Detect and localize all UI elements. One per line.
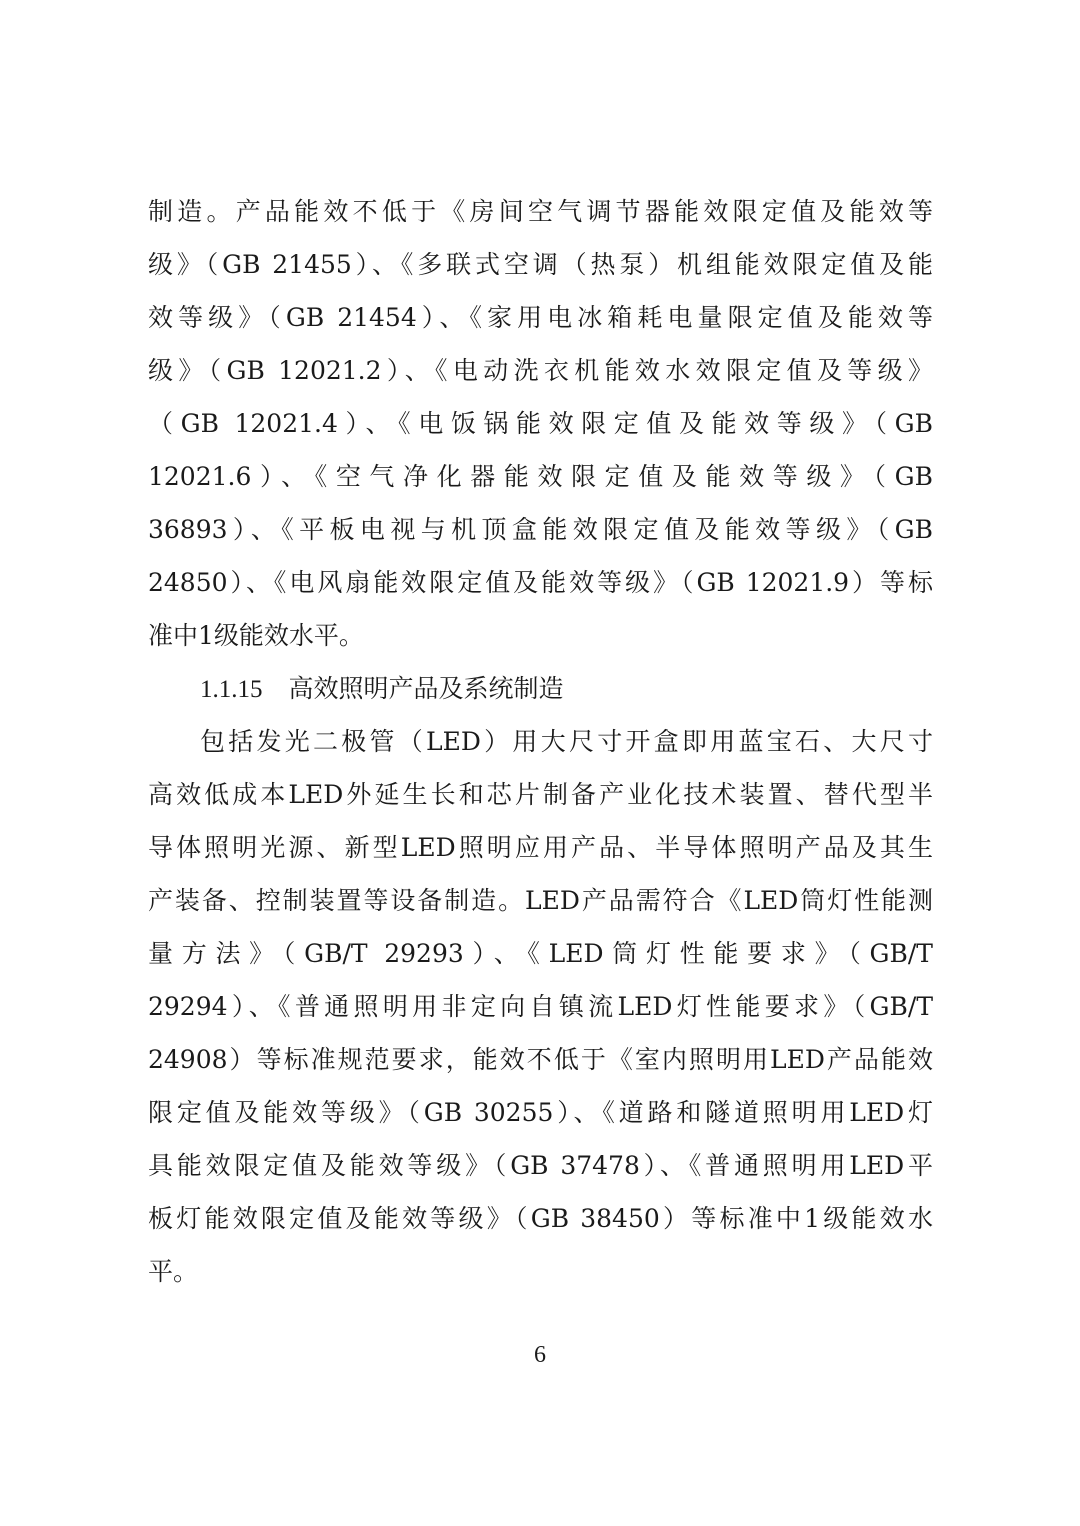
text-line: 级》（GB 12021.2）、《电动洗衣机能效水效限定值及等级》 <box>148 356 933 385</box>
text-line: 具能效限定值及能效等级》（GB 37478）、《普通照明用LED平 <box>148 1151 933 1180</box>
text-line: 包括发光二极管（LED）用大尺寸开盒即用蓝宝石、大尺寸 <box>200 727 933 756</box>
text-line: 36893）、《平板电视与机顶盒能效限定值及能效等级》（GB <box>148 515 933 544</box>
text-line: 效等级》（GB 21454）、《家用电冰箱耗电量限定值及能效等 <box>148 303 933 332</box>
text-line: 制造。产品能效不低于《房间空气调节器能效限定值及能效等 <box>148 197 933 226</box>
text-line: 高效低成本LED外延生长和芯片制备产业化技术装置、替代型半 <box>148 780 933 809</box>
text-line: 准中1级能效水平。 <box>148 621 364 650</box>
text-line: 平。 <box>148 1257 199 1286</box>
text-line: 24850）、《电风扇能效限定值及能效等级》（GB 12021.9）等标 <box>148 568 933 597</box>
text-line: 产装备、控制装置等设备制造。LED产品需符合《LED筒灯性能测 <box>148 886 933 915</box>
page-number: 6 <box>534 1342 546 1368</box>
section-number: 1.1.15 <box>200 676 263 703</box>
text-line: 量方法》（GB/T 29293）、《LED筒灯性能要求》（GB/T <box>148 939 933 968</box>
text-line: 导体照明光源、新型LED照明应用产品、半导体照明产品及其生 <box>148 833 933 862</box>
text-line: （GB 12021.4）、《电饭锅能效限定值及能效等级》（GB <box>148 409 933 438</box>
text-line: 12021.6）、《空气净化器能效限定值及能效等级》（GB <box>148 462 933 491</box>
text-line: 板灯能效限定值及能效等级》（GB 38450）等标准中1级能效水 <box>148 1204 933 1233</box>
text-line: 限定值及能效等级》（GB 30255）、《道路和隧道照明用LED灯 <box>148 1098 933 1127</box>
section-heading <box>200 669 564 709</box>
section-title: 高效照明产品及系统制造 <box>288 674 564 703</box>
text-line: 29294）、《普通照明用非定向自镇流LED灯性能要求》（GB/T <box>148 992 933 1021</box>
text-line: 24908）等标准规范要求，能效不低于《室内照明用LED产品能效 <box>148 1045 933 1074</box>
text-line: 级》（GB 21455）、《多联式空调（热泵）机组能效限定值及能 <box>148 250 933 279</box>
